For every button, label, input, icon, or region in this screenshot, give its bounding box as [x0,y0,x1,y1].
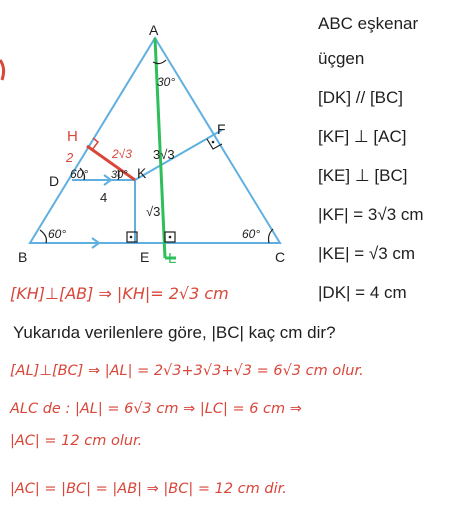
given-line-7: |KE| = √3 cm [318,244,416,263]
given-line-4: [KF] ⊥ [AC] [318,127,407,146]
vertex-f-label: F [217,121,226,137]
given-line-6: |KF| = 3√3 cm [318,205,424,224]
angle-b-label: 60° [48,227,67,241]
solution-line-3: |AC| = 12 cm olur. [10,433,143,449]
solution-line-1: [AL]⊥[BC] ⇒ |AL| = 2√3+3√3+√3 = 6√3 cm olur. [10,363,364,379]
angle-a-label: 30° [157,75,176,89]
segment-kf [135,130,222,180]
given-line-5: [KE] ⊥ [BC] [318,166,408,185]
given-line-1: ABC eşkenar [318,14,419,33]
given-line-8: |DK| = 4 cm [318,283,407,302]
angle-k-label: 30° [111,169,128,181]
given-line-2: üçgen [318,49,365,68]
vertex-d-label: D [49,173,60,189]
angle-d-label: 60° [70,167,89,181]
question-text: Yukarıda verilenlere göre, |BC| kaç cm dir? [13,323,336,342]
solution-line-2: ALC de : |AL| = 6√3 cm ⇒ |LC| = 6 cm ⇒ [10,401,302,417]
red-edge-mark [0,60,4,80]
vertex-e-label: E [140,249,150,265]
vertex-c-label: C [275,249,286,265]
vertex-b-label: B [18,249,28,265]
vertex-l-label: L [168,250,177,267]
seg-hd-label: 2 [66,150,74,165]
seg-dk-label: 4 [100,190,108,205]
note-kh: [KH]⊥[AB] ⇒ |KH|= 2√3 cm [10,284,229,303]
vertex-a-label: A [149,22,159,38]
seg-kf-label: 3√3 [153,147,175,162]
angle-c-label: 60° [242,227,261,241]
given-line-3: [DK] // [BC] [318,88,404,107]
seg-ke-label: √3 [146,204,161,219]
vertex-k-label: K [137,165,147,181]
solution-line-4: |AC| = |BC| = |AB| ⇒ |BC| = 12 cm dir. [10,481,287,497]
vertex-h-label: H [67,128,78,145]
seg-kh-label: 2√3 [112,147,132,161]
